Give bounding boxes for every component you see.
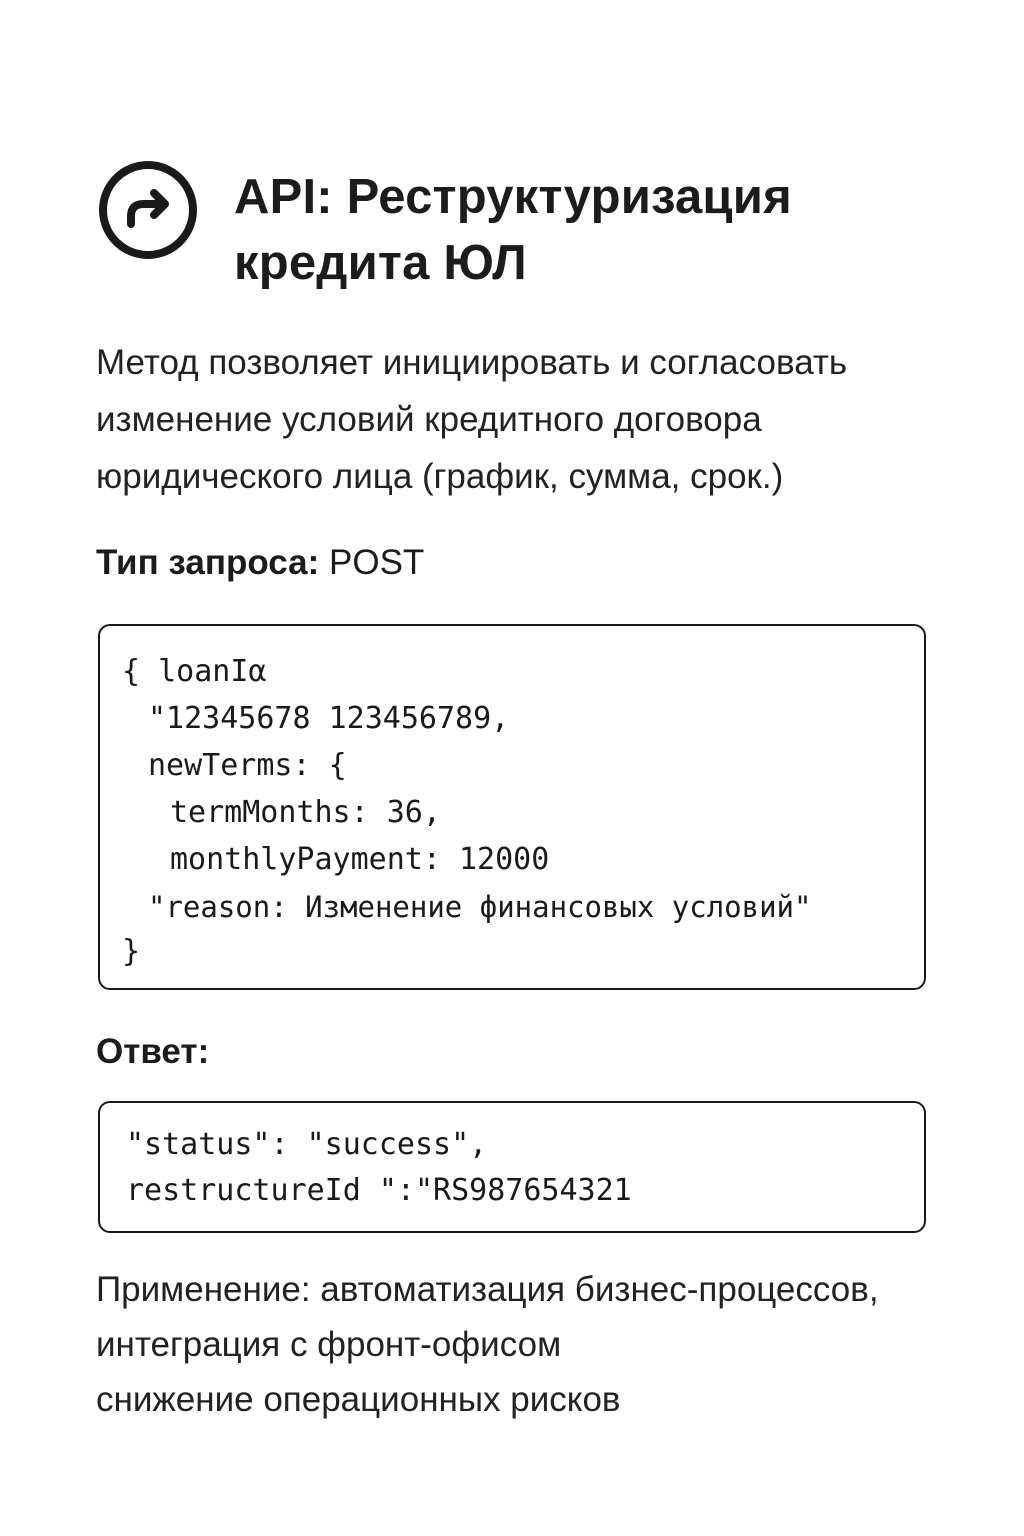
code-line: "12345678 123456789, [148, 701, 510, 736]
page-title: API: Реструктуризация кредита ЮЛ [234, 170, 792, 290]
page-header [96, 164, 976, 296]
code-line: { loanIα [122, 654, 267, 689]
code-line: "status": "success", [126, 1127, 488, 1162]
request-type [96, 538, 424, 588]
code-line: } [122, 934, 141, 969]
redirect-arrow-icon [96, 158, 200, 262]
response-label: Ответ: [96, 1032, 210, 1071]
code-line: monthlyPayment: 12000 [170, 842, 550, 877]
response-code-block [98, 1101, 926, 1233]
code-line: termMonths: 36, [170, 795, 441, 830]
code-line: "reason: Изменение финансовых условий" [148, 890, 812, 924]
request-type-value: POST [329, 543, 425, 582]
usage-line: снижение операционных рисков [96, 1380, 621, 1419]
method-description: Метод позволяет инициировать и согласовать изменение условий кредитного договора юридического лица (график, сумма, срок.) [96, 343, 848, 496]
code-line: newTerms: { [148, 748, 347, 783]
request-code-block [98, 624, 926, 990]
code-line: restructureId ":"RS987654321 [126, 1173, 632, 1208]
usage-section [96, 1262, 1006, 1427]
usage-line: Применение: автоматизация бизнес-процессов, [96, 1270, 879, 1309]
usage-line: интеграция с фронт-офисом [96, 1325, 562, 1364]
request-type-label: Тип запроса: [96, 543, 320, 582]
